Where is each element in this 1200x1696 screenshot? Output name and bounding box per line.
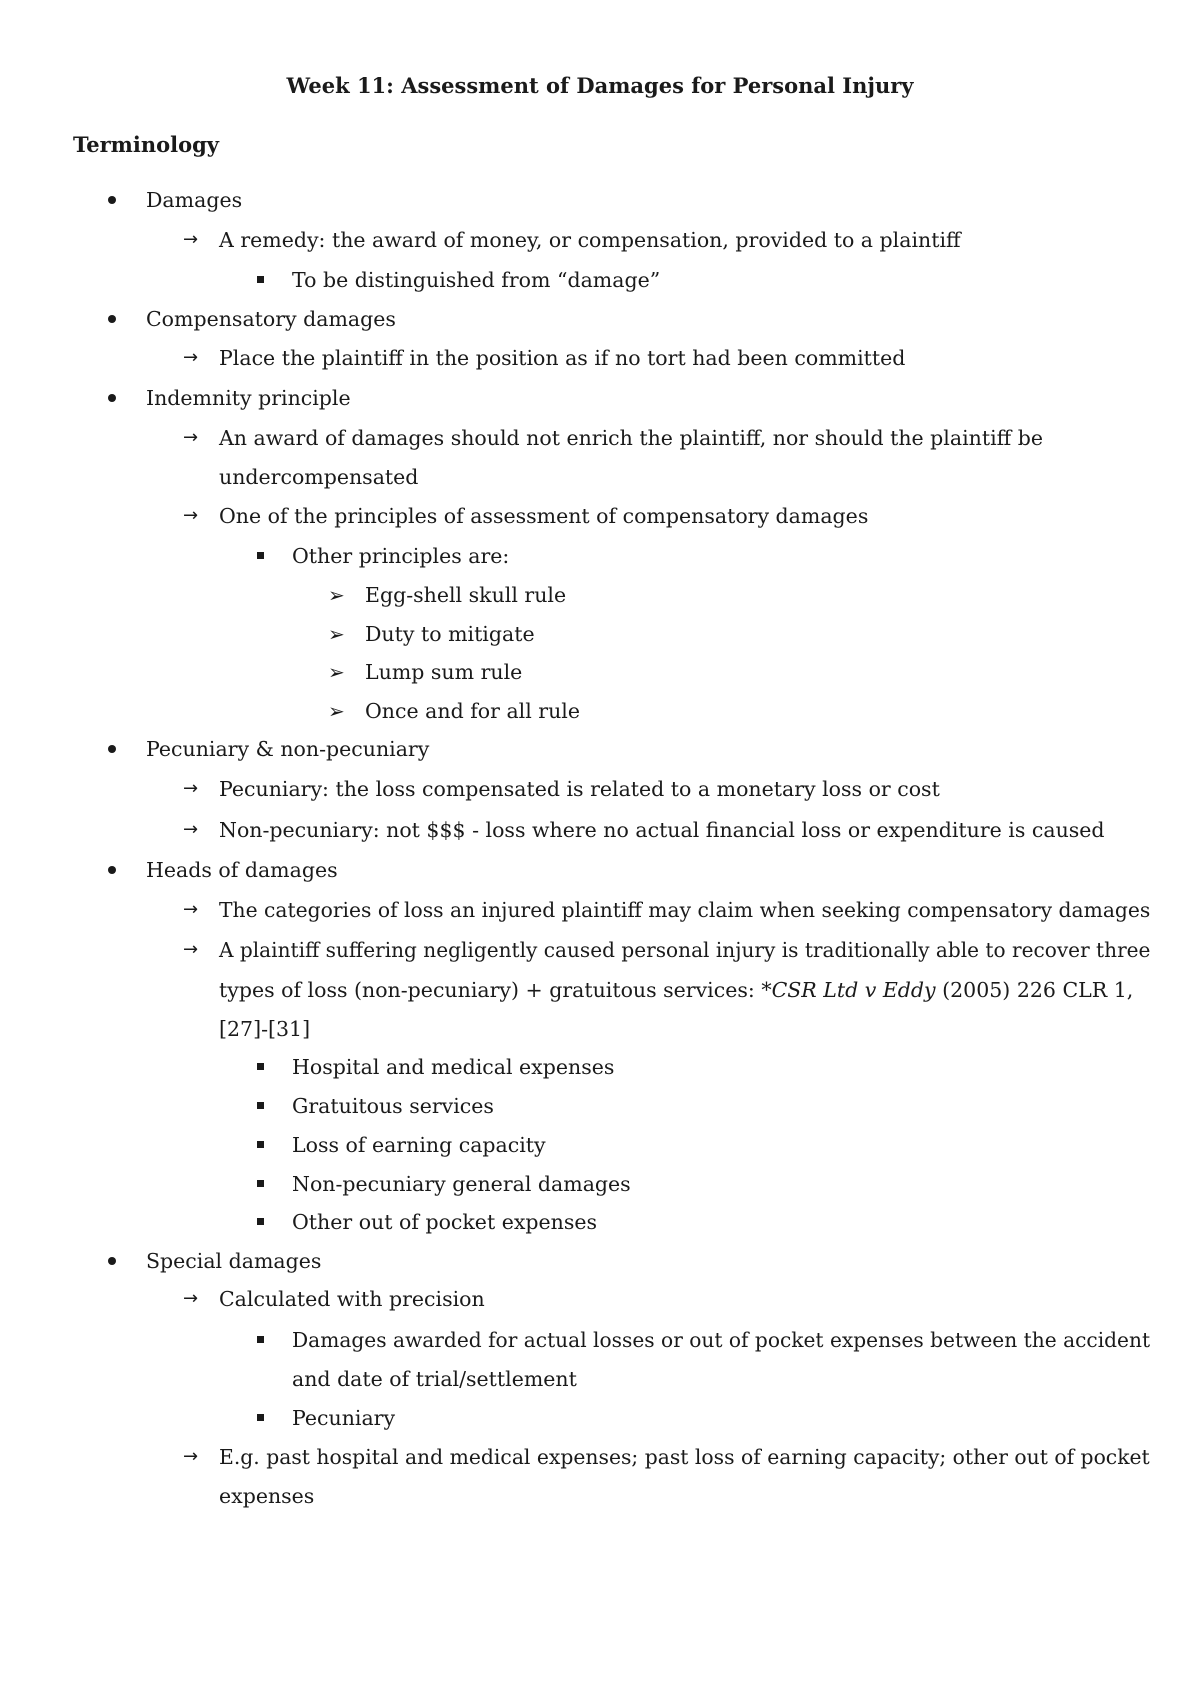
item-text: Loss of earning capacity (292, 1133, 546, 1157)
arrow-right-icon: → (183, 939, 199, 960)
square-bullet-icon (257, 1102, 264, 1109)
item-text: Hospital and medical expenses (292, 1055, 615, 1079)
outline-item-text (219, 1285, 485, 1313)
arrow-right-icon: → (183, 347, 199, 368)
arrow-right-icon: → (183, 1446, 199, 1467)
item-text: Egg-shell skull rule (365, 583, 567, 607)
square-bullet-icon (257, 1218, 264, 1225)
outline-item-text (292, 1053, 614, 1081)
page-title: Week 11: Assessment of Damages for Personal Injury (286, 73, 914, 98)
outline-item-text (292, 542, 509, 570)
item-text: Heads of damages (146, 858, 338, 882)
item-text: One of the principles of assessment of compensatory damages (219, 504, 869, 528)
outline-item-text (219, 463, 418, 491)
outline-item-text (219, 226, 961, 254)
square-bullet-icon (257, 552, 264, 559)
square-bullet-icon (257, 1180, 264, 1187)
bullet-dot-icon (108, 196, 116, 204)
outline-item-text (219, 816, 1105, 844)
outline-item-text (219, 344, 905, 372)
outline-item-text (219, 896, 1150, 924)
item-text: Indemnity principle (146, 386, 351, 410)
arrow-right-icon: → (183, 778, 199, 799)
item-text: Non-pecuniary: not $$$ - loss where no actual financial loss or expenditure is caused (219, 818, 1105, 842)
item-text: Special damages (146, 1249, 322, 1273)
item-text: To be distinguished from “damage” (292, 268, 661, 292)
item-text: Compensatory damages (146, 307, 396, 331)
item-text: types of loss (non-pecuniary) + gratuitous services: (219, 978, 762, 1002)
citation-details: (2005) 226 CLR 1, (935, 978, 1134, 1002)
item-text: Damages awarded for actual losses or out of pocket expenses between the accident (292, 1328, 1151, 1352)
item-text: [27]-[31] (219, 1017, 311, 1041)
arrow-right-icon: → (183, 819, 199, 840)
chevron-bullet-icon: ➢ (328, 699, 345, 723)
outline-item-text (292, 266, 660, 294)
outline-item-text (146, 384, 351, 412)
chevron-bullet-icon: ➢ (328, 622, 345, 646)
outline-item-text (146, 186, 242, 214)
outline-item-text (219, 1443, 1150, 1471)
case-citation: *CSR Ltd v Eddy (761, 978, 936, 1002)
arrow-right-icon: → (183, 899, 199, 920)
chevron-bullet-icon: ➢ (328, 583, 345, 607)
item-text: Other out of pocket expenses (292, 1210, 598, 1234)
item-text: Pecuniary: the loss compensated is related to a monetary loss or cost (219, 777, 940, 801)
outline-item-text (292, 1208, 597, 1236)
outline-item-text (365, 620, 535, 648)
outline-item-text (219, 976, 1133, 1004)
bullet-dot-icon (108, 745, 116, 753)
item-text: Calculated with precision (219, 1287, 485, 1311)
item-text: Pecuniary & non-pecuniary (146, 737, 430, 761)
outline-item-text (219, 424, 1043, 452)
square-bullet-icon (257, 1414, 264, 1421)
arrow-right-icon: → (183, 505, 199, 526)
bullet-dot-icon (108, 866, 116, 874)
item-text: Place the plaintiff in the position as if no tort had been committed (219, 346, 906, 370)
item-text: Non-pecuniary general damages (292, 1172, 631, 1196)
item-text: An award of damages should not enrich the plaintiff, nor should the plaintiff be (219, 426, 1043, 450)
outline-item-text (292, 1131, 546, 1159)
outline-item-text (219, 775, 940, 803)
outline-item-text (146, 735, 429, 763)
item-text: Damages (146, 188, 243, 212)
outline-item-text (365, 581, 566, 609)
item-text: Gratuitous services (292, 1094, 494, 1118)
outline-item-text (146, 305, 396, 333)
outline-item-text (146, 1247, 321, 1275)
outline-item-text (219, 1482, 314, 1510)
item-text: Lump sum rule (365, 660, 523, 684)
square-bullet-icon (257, 1063, 264, 1070)
item-text: A plaintiff suffering negligently caused personal injury is traditionally able to recover three (219, 938, 1151, 962)
outline-item-text (292, 1365, 577, 1393)
square-bullet-icon (257, 276, 264, 283)
item-text: E.g. past hospital and medical expenses; past loss of earning capacity; other out of pocket (219, 1445, 1150, 1469)
item-text: A remedy: the award of money, or compensation, provided to a plaintiff (219, 228, 961, 252)
outline-item-text (219, 1015, 310, 1043)
arrow-right-icon: → (183, 229, 199, 250)
outline-item-text (146, 856, 338, 884)
outline-item-text (365, 697, 580, 725)
square-bullet-icon (257, 1141, 264, 1148)
arrow-right-icon: → (183, 427, 199, 448)
chevron-bullet-icon: ➢ (328, 660, 345, 684)
item-text: Pecuniary (292, 1406, 396, 1430)
outline-item-text (292, 1404, 395, 1432)
outline-item-text (292, 1170, 631, 1198)
bullet-dot-icon (108, 1257, 116, 1265)
item-text: The categories of loss an injured plaintiff may claim when seeking compensatory damages (219, 898, 1151, 922)
bullet-dot-icon (108, 394, 116, 402)
square-bullet-icon (257, 1336, 264, 1343)
outline-item-text (292, 1092, 494, 1120)
outline-item-text (219, 502, 868, 530)
outline-item-text (219, 936, 1150, 964)
bullet-dot-icon (108, 315, 116, 323)
item-text: undercompensated (219, 465, 419, 489)
item-text: expenses (219, 1484, 315, 1508)
item-text: Once and for all rule (365, 699, 580, 723)
item-text: and date of trial/settlement (292, 1367, 577, 1391)
item-text: Other principles are: (292, 544, 510, 568)
section-heading: Terminology (73, 132, 219, 157)
outline-item-text (292, 1326, 1150, 1354)
item-text: Duty to mitigate (365, 622, 535, 646)
outline-item-text (365, 658, 522, 686)
arrow-right-icon: → (183, 1288, 199, 1309)
